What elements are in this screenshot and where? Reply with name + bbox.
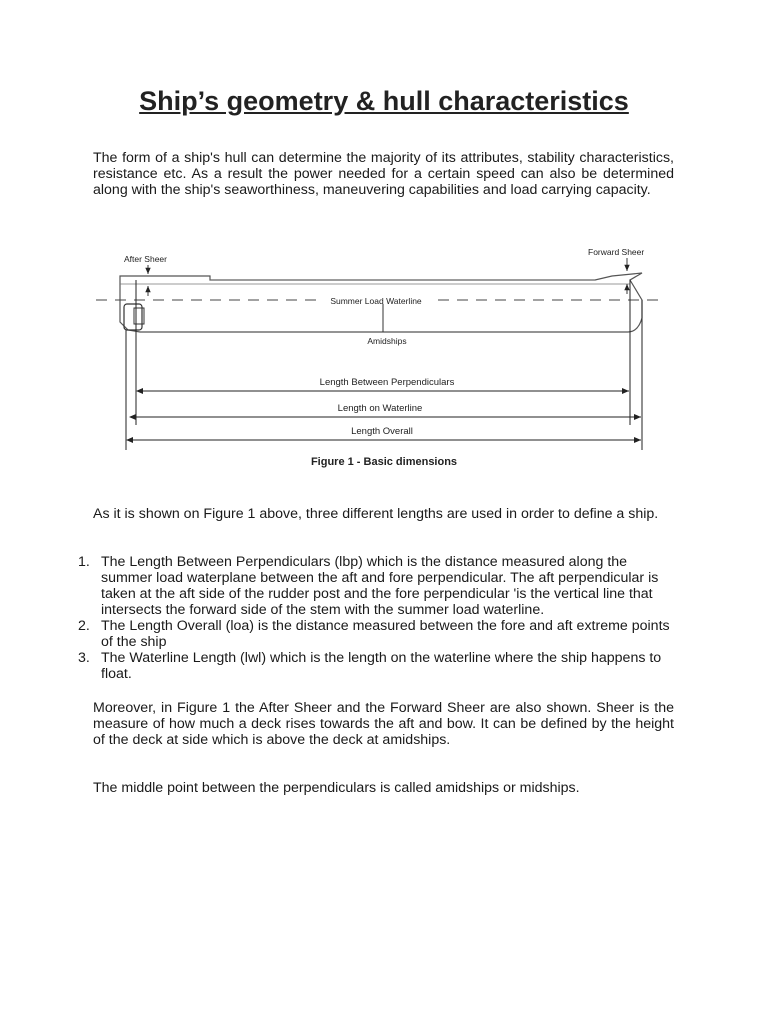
list-text: The Waterline Length (lwl) which is the length on the waterline where the ship happens to float.	[101, 650, 662, 682]
sheer-paragraph: Moreover, in Figure 1 the After Sheer and the Forward Sheer are also shown. Sheer is the measure of how much a deck rises towards the aft and bow. It can be defined by the height of the deck at side which is above the deck at amidships.	[93, 700, 674, 749]
amidships-label: Amidships	[367, 336, 407, 346]
list-text: The Length Between Perpendiculars (lbp) which is the distance measured along the summer load waterplane between the aft and fore perpendicular. The aft perpendicular is taken at the aft side of the rudder post and the fore perpendicular 'is the vertical line that intersects the forward side of the stem with the summer load waterline.	[101, 554, 659, 618]
figure-caption: Figure 1 - Basic dimensions	[310, 456, 458, 468]
list-number: 1.	[78, 554, 90, 570]
after-sheer-label: After Sheer	[124, 254, 167, 264]
lwl-label: Length on Waterline	[337, 403, 423, 414]
list-item	[70, 554, 674, 618]
page-title: Ship’s geometry & hull characteristics	[139, 86, 629, 116]
lengths-intro-paragraph: As it is shown on Figure 1 above, three different lengths are used in order to define a ship.	[93, 506, 659, 522]
list-number: 2.	[78, 618, 90, 634]
loa-label: Length Overall	[351, 426, 413, 437]
list-item	[70, 650, 674, 682]
forward-sheer-label: Forward Sheer	[588, 247, 645, 257]
lbp-label: Length Between Perpendiculars	[319, 377, 455, 388]
list-text: The Length Overall (loa) is the distance measured between the fore and aft extreme points of the ship	[101, 618, 670, 650]
intro-paragraph: The form of a ship's hull can determine the majority of its attributes, stability characteristics, resistance etc. As a result the power needed for a certain speed can also be determined along with the ship's seaworthiness, maneuvering capabilities and load carrying capacity.	[93, 150, 674, 199]
waterline-label: Summer Load Waterline	[330, 296, 422, 306]
amidships-paragraph: The middle point between the perpendiculars is called amidships or midships.	[93, 780, 580, 796]
basic-dimensions-diagram	[90, 240, 670, 450]
list-number: 3.	[78, 650, 90, 666]
lengths-list	[70, 554, 674, 682]
list-item	[70, 618, 674, 650]
